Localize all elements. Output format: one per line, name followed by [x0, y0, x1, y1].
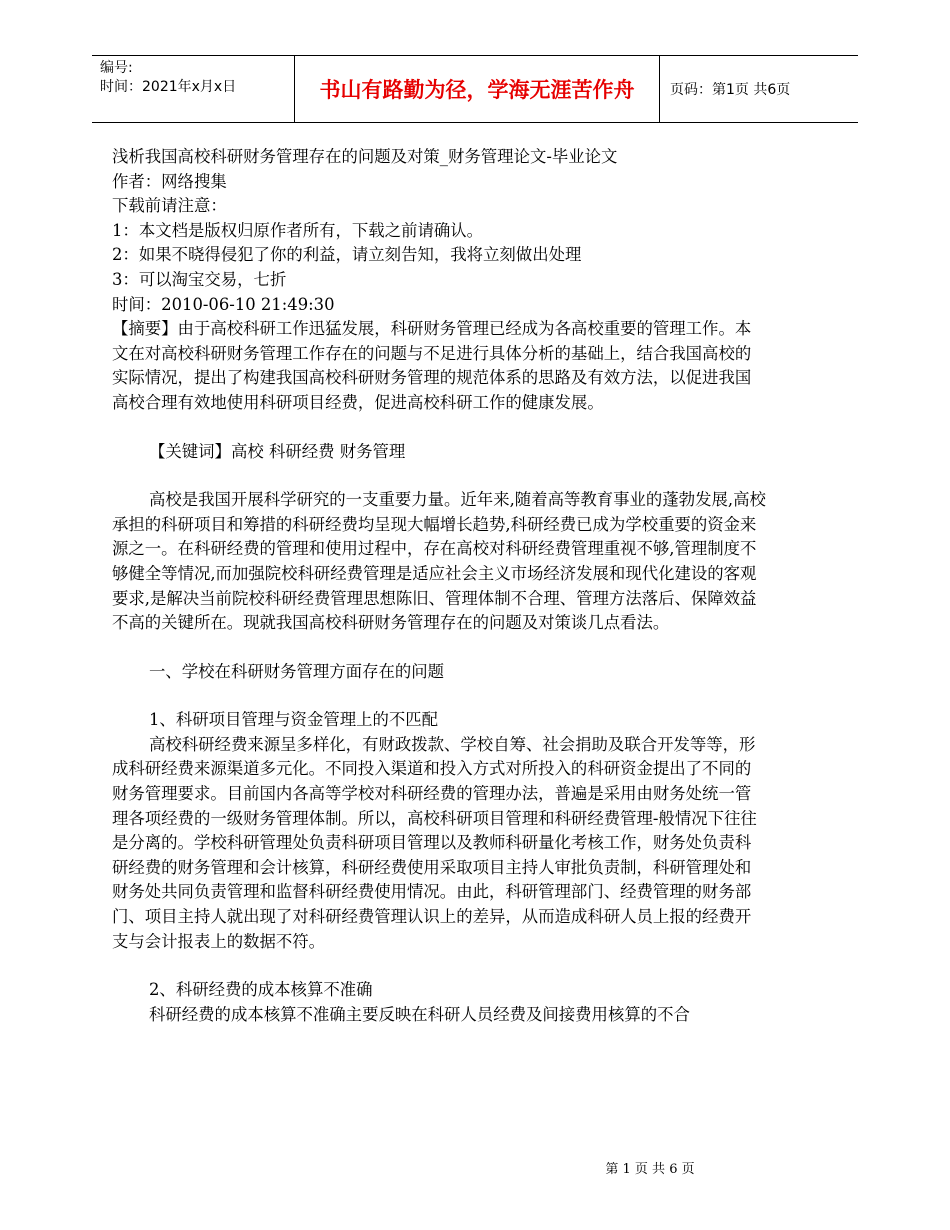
abstract-paragraph: 【摘要】由于高校科研工作迅猛发展，科研财务管理已经成为各高校重要的管理工作。本文在对高校科研财务管理工作存在的问题与不足进行具体分析的基础上，结合我国高校的实际情况，提出了构建我国高校科研财务管理的规范体系的思路及有效方法，以促进我国高校合理有效地使用科研项目经费，促进高校科研工作的健康发展。: [112, 319, 752, 412]
notice-item-3: 3：可以淘宝交易，七折: [112, 269, 287, 289]
subsection-heading-1: 1、科研项目管理与资金管理上的不匹配: [149, 710, 439, 730]
doc-author: 作者：网络搜集: [112, 171, 227, 191]
code-label: 编号:: [100, 60, 133, 76]
notice-title: 下载前请注意：: [112, 196, 227, 216]
page-footer: 第 1 页 共 6 页: [605, 1162, 695, 1177]
intro-paragraph: 高校是我国开展科学研究的一支重要力量。近年来,随着高等教育事业的蓬勃发展,高校承担的科研项目和筹措的科研经费均呈现大幅增长趋势,科研经费已成为学校重要的资金来源之一。在科研经费的管理和使用过程中，存在高校对科研经费管理重视不够,管理制度不够健全等情况,而加强院校科研经费管理是适应社会主义市场经济发展和现代化建设的客观要求,是解决当前院校科研经费管理思想陈旧、管理体制不合理、管理方法落后、保障效益不高的关键所在。现就我国高校科研财务管理存在的问题及对策谈几点看法。: [112, 490, 766, 633]
section-heading-1: 一、学校在科研财务管理方面存在的问题: [149, 661, 445, 681]
header-meta: [92, 56, 294, 122]
notice-item-1: 1：本文档是版权归原作者所有，下载之前请确认。: [112, 220, 484, 240]
subsection-2-paragraph: 科研经费的成本核算不准确主要反映在科研人员经费及间接费用核算的不合: [149, 1004, 690, 1024]
header-motto: 书山有路勤为径，学海无涯苦作舟: [294, 56, 660, 122]
doc-datetime: 时间：2010-06-10 21:49:30: [112, 294, 335, 314]
keywords-paragraph: 【关键词】高校 科研经费 财务管理: [149, 441, 406, 461]
notice-item-2: 2：如果不晓得侵犯了你的利益，请立刻告知，我将立刻做出处理: [112, 245, 582, 265]
time-label: 时间：2021年x月x日: [100, 79, 237, 95]
doc-title: 浅析我国高校科研财务管理存在的问题及对策_财务管理论文-毕业论文: [112, 147, 618, 166]
document-body: [112, 145, 766, 1027]
subsection-1-paragraph: 高校科研经费来源呈多样化，有财政拨款、学校自筹、社会捐助及联合开发等等，形成科研经费来源渠道多元化。不同投入渠道和投入方式对所投入的科研资金提出了不同的财务管理要求。目前国内各高等学校对科研经费的管理办法，普遍是采用由财务处统一管理各项经费的一级财务管理体制。所以，高校科研项目管理和科研经费管理-般情况下往往是分离的。学校科研管理处负责科研项目管理以及教师科研量化考核工作，财务处负责科研经费的财务管理和会计核算，科研经费使用采取项目主持人审批负责制，科研管理处和财务处共同负责管理和监督科研经费使用情况。由此，科研管理部门、经费管理的财务部门、项目主持人就出现了对科研经费管理认识上的差异，从而造成科研人员上报的经费开支与会计报表上的数据不符。: [112, 734, 757, 951]
page-header: [92, 55, 858, 123]
header-page-info: 页码：第1页 共6页: [670, 82, 791, 98]
subsection-heading-2: 2、科研经费的成本核算不准确: [149, 980, 373, 1000]
